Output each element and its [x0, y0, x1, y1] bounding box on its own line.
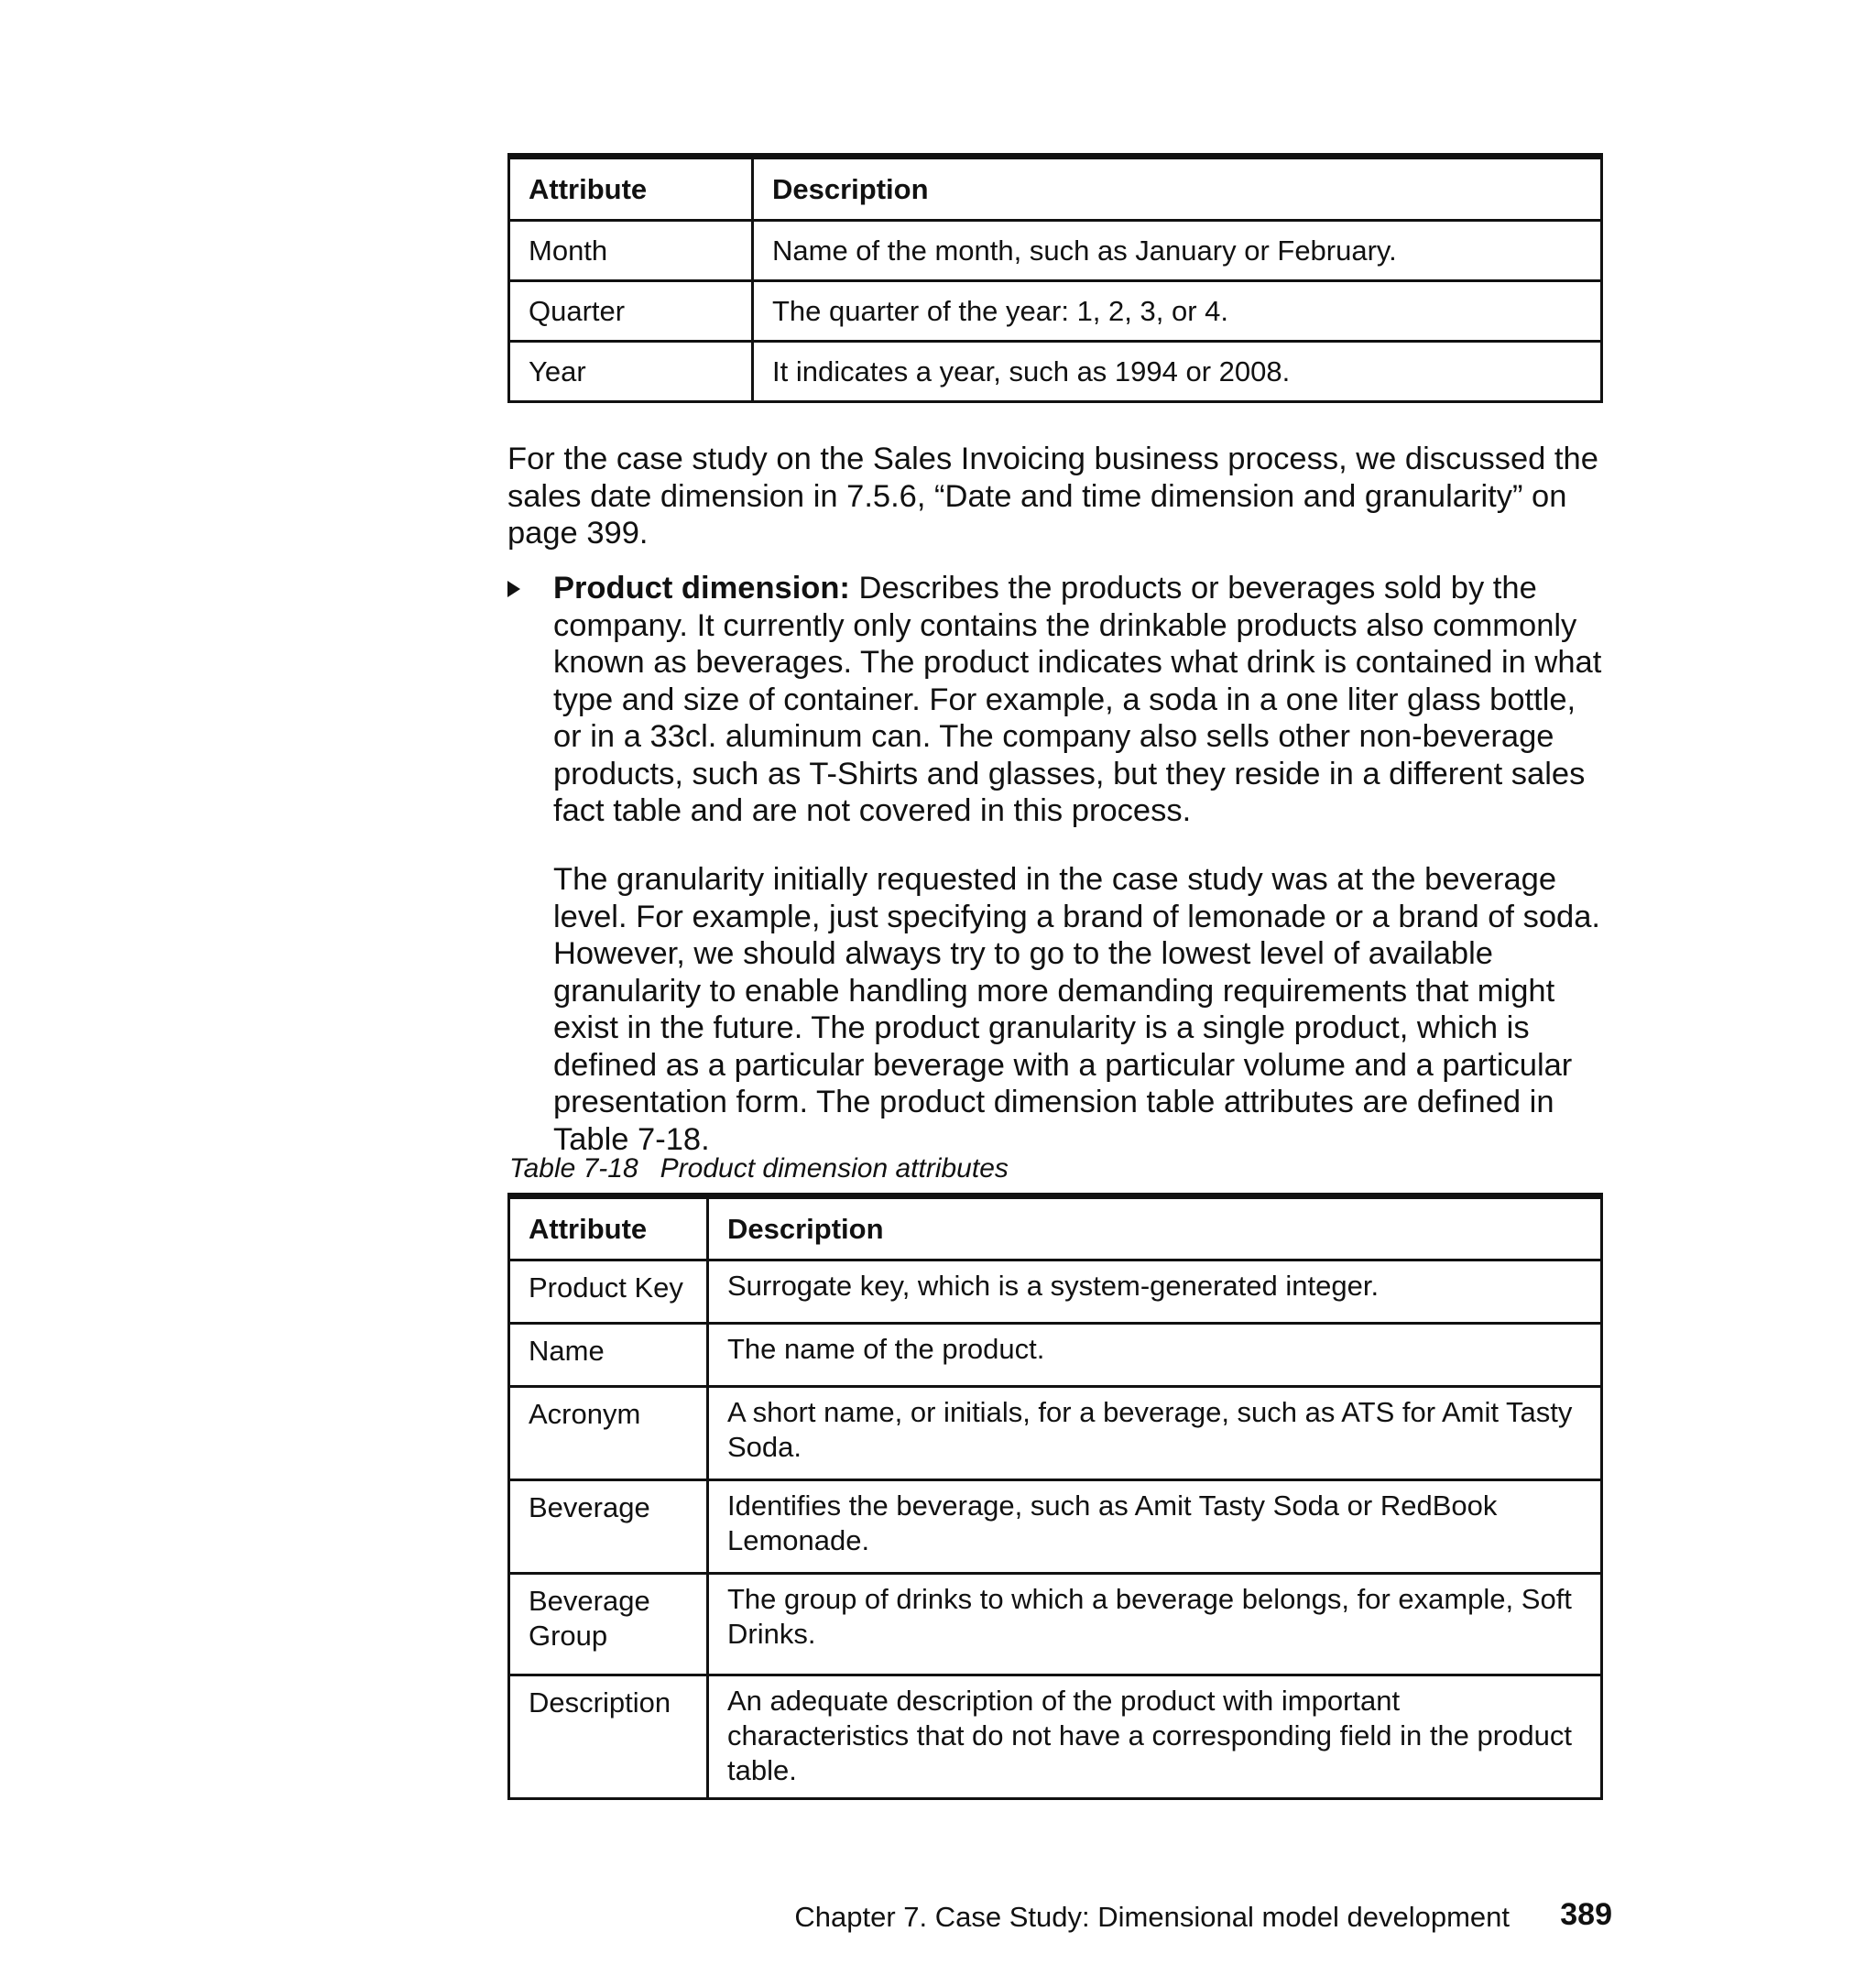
table-header-row — [509, 1196, 1602, 1260]
header-description: Description — [753, 157, 1602, 221]
table-row — [509, 1324, 1602, 1387]
cell-attribute: Year — [509, 342, 753, 402]
cell-description: The group of drinks to which a beverage belongs, for example, Soft Drinks. — [708, 1574, 1602, 1675]
cell-attribute: Product Key — [509, 1260, 708, 1324]
cell-description: Surrogate key, which is a system-generated integer. — [708, 1260, 1602, 1324]
bullet-term: Product dimension: — [553, 571, 850, 606]
page-number: 389 — [1560, 1897, 1612, 1932]
cell-attribute: Month — [509, 221, 753, 281]
table-row — [509, 1574, 1602, 1675]
cell-description: A short name, or initials, for a beverage, such as ATS for Amit Tasty Soda. — [708, 1387, 1602, 1480]
cell-description: The name of the product. — [708, 1324, 1602, 1387]
table-header-row — [509, 157, 1602, 221]
page-footer — [794, 1896, 1612, 1937]
table-caption — [509, 1152, 1009, 1185]
cell-attribute: Beverage Group — [509, 1574, 708, 1675]
header-attribute: Attribute — [509, 1196, 708, 1260]
cell-attribute: Beverage — [509, 1480, 708, 1574]
bullet-body: Describes the products or beverages sold by the company. It currently only contains the drinkable products also commonly known as beverages. The product indicates what drink is contained in what type and size of container. For example, a soda in a one liter glass bottle, or in a 33cl. aluminum can. The company also sells other non-beverage products, such as T-Shirts and glasses, but they reside in a different sales fact table and are not covered in this process. — [553, 571, 1602, 828]
cell-description: The quarter of the year: 1, 2, 3, or 4. — [753, 281, 1602, 342]
table-row — [509, 281, 1602, 342]
product-attributes-table — [507, 1193, 1603, 1800]
cell-description: Name of the month, such as January or February. — [753, 221, 1602, 281]
caption-number: Table 7-18 — [509, 1153, 638, 1184]
date-attributes-table — [507, 153, 1603, 403]
table-row — [509, 1480, 1602, 1574]
intro-paragraph: For the case study on the Sales Invoicing business process, we discussed the sales date dimension in 7.5.6, “Date and time dimension and granularity” on page 399. — [507, 442, 1598, 551]
cell-attribute: Name — [509, 1324, 708, 1387]
table-row — [509, 1387, 1602, 1480]
cell-attribute: Description — [509, 1675, 708, 1799]
cell-description: Identifies the beverage, such as Amit Tasty Soda or RedBook Lemonade. — [708, 1480, 1602, 1574]
table-row — [509, 1260, 1602, 1324]
granularity-paragraph: The granularity initially requested in the case study was at the beverage level. For example, just specifying a brand of lemonade or a brand of soda. However, we should always try to go to the lowest level of available granularity to enable handling more demanding requirements that might exist in the future. The product granularity is a single product, which is defined as a particular beverage with a particular volume and a particular presentation form. The product dimension table attributes are defined in Table 7-18. — [553, 862, 1600, 1157]
cell-attribute: Quarter — [509, 281, 753, 342]
header-attribute: Attribute — [509, 157, 753, 221]
bullet-triangle-icon — [507, 581, 520, 597]
footer-chapter-title: Chapter 7. Case Study: Dimensional model development — [794, 1901, 1510, 1933]
table-row — [509, 1675, 1602, 1799]
caption-title: Product dimension attributes — [660, 1153, 1009, 1184]
cell-attribute: Acronym — [509, 1387, 708, 1480]
cell-description: It indicates a year, such as 1994 or 2008. — [753, 342, 1602, 402]
table-row — [509, 221, 1602, 281]
table-row — [509, 342, 1602, 402]
header-description: Description — [708, 1196, 1602, 1260]
bullet-text — [553, 570, 1607, 830]
cell-description: An adequate description of the product with important characteristics that do not have a corresponding field in the product table. — [708, 1675, 1602, 1799]
